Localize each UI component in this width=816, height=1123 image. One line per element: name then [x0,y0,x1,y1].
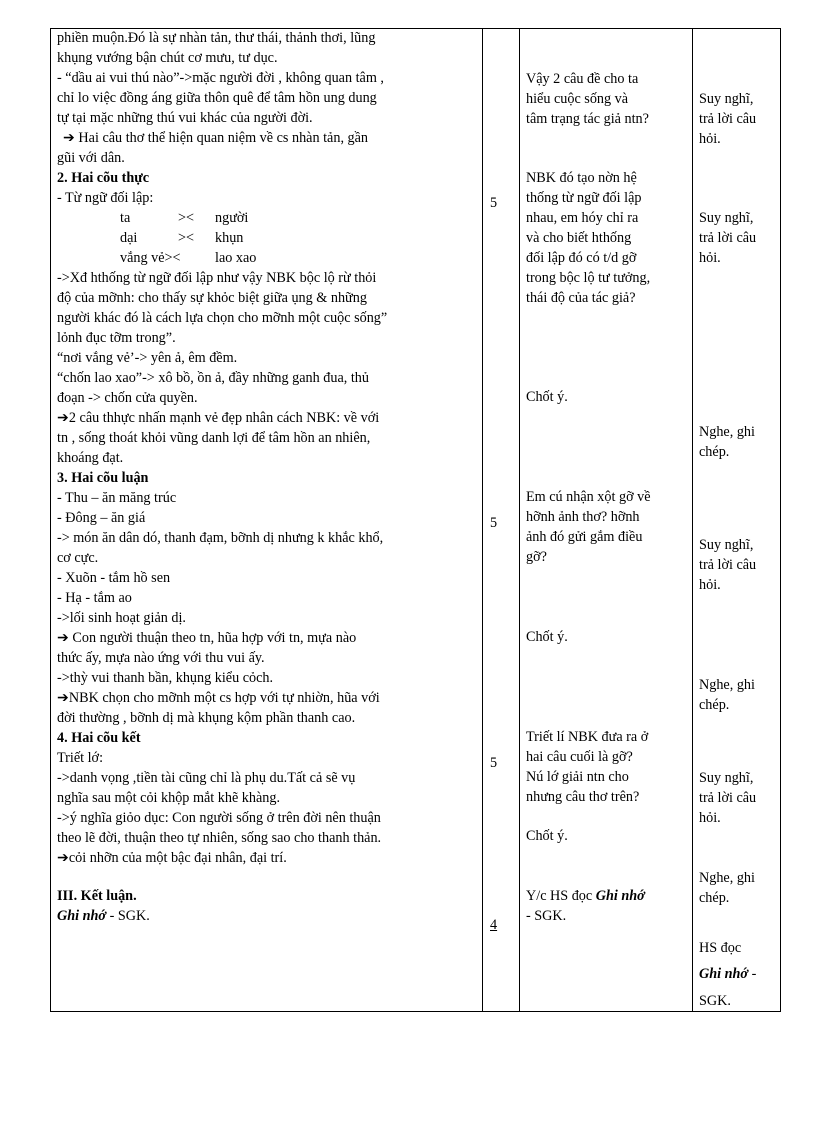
time-value: 5 [490,755,498,771]
dash-label: - [748,966,757,982]
text-line: tn , sống thoát khỏi vũng danh lợi để tâm hồn an nhiên, [57,430,371,446]
antonym-word: vắng vẻ>< [120,250,181,266]
text-line: tự tại mặc những thú vui khác của người đời. [57,110,313,126]
text-line: độ của mỡnh: cho thấy sự khỏc biệt giữa ụng & những [57,290,367,306]
column-divider [519,29,520,1011]
text-line: - “dầu ai vui thú nào”->mặc người đời , không quan tâm , [57,70,384,86]
text-line: gỡ? [526,549,547,565]
text-line: lỏnh đục tỡm trong”. [57,330,176,346]
teacher-activity-column [526,29,688,1011]
text-line: nhưng câu thơ trên? [526,789,640,805]
column-divider [692,29,693,1011]
text-line: Triết lí NBK đưa ra ở [526,729,649,745]
text-line: Chốt ý. [526,629,568,645]
text-line: Suy nghĩ, [699,91,754,107]
text-line: chép. [699,890,730,906]
text-line: ➔cỏi nhỡn của một bậc đại nhân, đại trí. [57,850,287,866]
text-line: - Đông – ăn giá [57,510,146,526]
ghi-nho-label: Ghi nhớ [595,888,645,904]
text-line [526,886,645,906]
text-line: nghĩa sau một cỏi khộp mắt khẽ khàng. [57,790,281,806]
text-line: cơ cực. [57,550,99,566]
text-line: đoạn -> chốn cửa quyền. [57,390,198,406]
text-line: khoáng đạt. [57,450,124,466]
text-line: HS đọc [699,940,742,956]
text-line: đời thường , bỡnh dị mà khụng kộm phần thanh cao. [57,710,356,726]
text-line: trả lời câu [699,111,757,127]
text-line: ➔ Con người thuận theo tn, hũa hợp với tn, mựa nào [57,630,357,646]
text-line: đối lập đó có t/d gỡ [526,250,637,266]
text-line: “chốn lao xao”-> xô bồ, ồn ả, đầy những ganh đua, thủ [57,370,369,386]
text-line: Suy nghĩ, [699,770,754,786]
antonym-symbol: >< [178,210,195,226]
text-line: chỉ lo việc đồng áng giữa thôn quê để tâm hồn ung dung [57,90,377,106]
antonym-symbol: >< [178,230,195,246]
text-line: Chốt ý. [526,828,568,844]
antonym-word: dại [120,230,138,246]
text-line: trong bộc lộ tư tưởng, [526,270,651,286]
ghi-nho-label: Ghi nhớ [57,908,107,924]
text-line: - Từ ngữ đối lập: [57,190,154,206]
time-value: 5 [490,195,498,211]
text-line: NBK đó tạo nờn hệ [526,170,637,186]
text-line: Triết lớ: [57,750,104,766]
text-line: Suy nghĩ, [699,210,754,226]
text-line: Nú lớ giải ntn cho [526,769,629,785]
student-activity-column [699,29,779,1011]
text-line: hỏi. [699,250,721,266]
text-line [699,964,756,984]
text-line: trả lời câu [699,230,757,246]
text-line: ->thỳ vui thanh bần, khụng kiểu cỏch. [57,670,274,686]
text-line: ảnh đó gửi gắm điều [526,529,643,545]
text-line: Em cú nhận xột gỡ về [526,489,651,505]
text-line: ->lối sinh hoạt giản dị. [57,610,186,626]
text-line: người khác đó là cách lựa chọn cho mỡnh một cuộc sống” [57,310,388,326]
text-line: “nơi vắng vẻ’-> yên ả, êm đềm. [57,350,238,366]
section-heading: 2. Hai cõu thực [57,170,150,186]
text-line: - SGK. [526,908,567,924]
text-line: Suy nghĩ, [699,537,754,553]
text-line: trả lời câu [699,790,757,806]
text-line: phiền muộn.Đó là sự nhàn tản, thư thái, thảnh thơi, lũng [57,30,376,46]
sgk-label: - SGK. [106,908,150,924]
text-line: hỡnh ảnh thơ? hỡnh [526,509,640,525]
text-line: hỏi. [699,131,721,147]
ghi-nho-label: Ghi nhớ [699,966,749,982]
text-line: ->ý nghĩa giỏo dục: Con người sống ở trên đời nên thuận [57,810,381,826]
text-line: thức ấy, mựa nào ứng với thu vui ấy. [57,650,265,666]
text-line: -> món ăn dân dó, thanh đạm, bỡnh dị nhưng k khắc khổ, [57,530,384,546]
text-line: Vậy 2 câu đề cho ta [526,71,639,87]
text-line: ➔ Hai câu thơ thể hiện quan niệm về cs nhàn tản, gần [63,130,369,146]
time-value: 4 [490,917,498,933]
text-line: - Xuõn - tắm hồ sen [57,570,171,586]
text-line: theo lẽ đời, thuận theo tự nhiên, sống sao cho thanh thản. [57,830,382,846]
text-line: Nghe, ghi [699,870,755,886]
text-line: hiểu cuộc sống và [526,91,629,107]
lesson-table [50,28,781,1012]
text-line: gũi với dân. [57,150,125,166]
text-line: ->danh vọng ,tiền tài cũng chỉ là phụ du.Tất cả sẽ vụ [57,770,356,786]
text-line: chép. [699,444,730,460]
text-line: Chốt ý. [526,389,568,405]
text-line: ->Xđ hthống từ ngữ đối lập như vậy NBK bộc lộ rừ thỏi [57,270,377,286]
text-line: hỏi. [699,810,721,826]
section-heading: 4. Hai cõu kết [57,730,141,746]
antonym-word: lao xao [215,250,257,266]
text-line: thái độ của tác giả? [526,290,636,306]
text-line: khụng vướng bận chút cơ mưu, tư dục. [57,50,278,66]
antonym-word: ta [120,210,131,226]
antonym-word: khụn [215,230,244,246]
text-line: tâm trạng tác giả ntn? [526,111,649,127]
content-column [57,29,477,1011]
text-line: trả lời câu [699,557,757,573]
read-instruction: Y/c HS đọc [526,888,596,904]
text-line [57,906,150,926]
section-heading: 3. Hai cõu luận [57,470,149,486]
time-column [483,29,519,1011]
text-line: SGK. [699,993,731,1009]
text-line: - Hạ - tắm ao [57,590,132,606]
section-heading: III. Kết luận. [57,888,137,904]
text-line: ➔NBK chọn cho mỡnh một cs hợp với tự nhiờn, hũa với [57,690,380,706]
text-line: - Thu – ăn măng trúc [57,490,177,506]
text-line: Nghe, ghi [699,424,755,440]
text-line: và cho biết hthống [526,230,632,246]
text-line: thống từ ngữ đối lập [526,190,642,206]
text-line: hỏi. [699,577,721,593]
text-line: ➔2 câu thhực nhấn mạnh vẻ đẹp nhân cách NBK: về với [57,410,380,426]
text-line: Nghe, ghi [699,677,755,693]
text-line: hai câu cuối là gỡ? [526,749,633,765]
antonym-word: người [215,210,249,226]
time-value: 5 [490,515,498,531]
text-line: chép. [699,697,730,713]
text-line: nhau, em hóy chỉ ra [526,210,639,226]
